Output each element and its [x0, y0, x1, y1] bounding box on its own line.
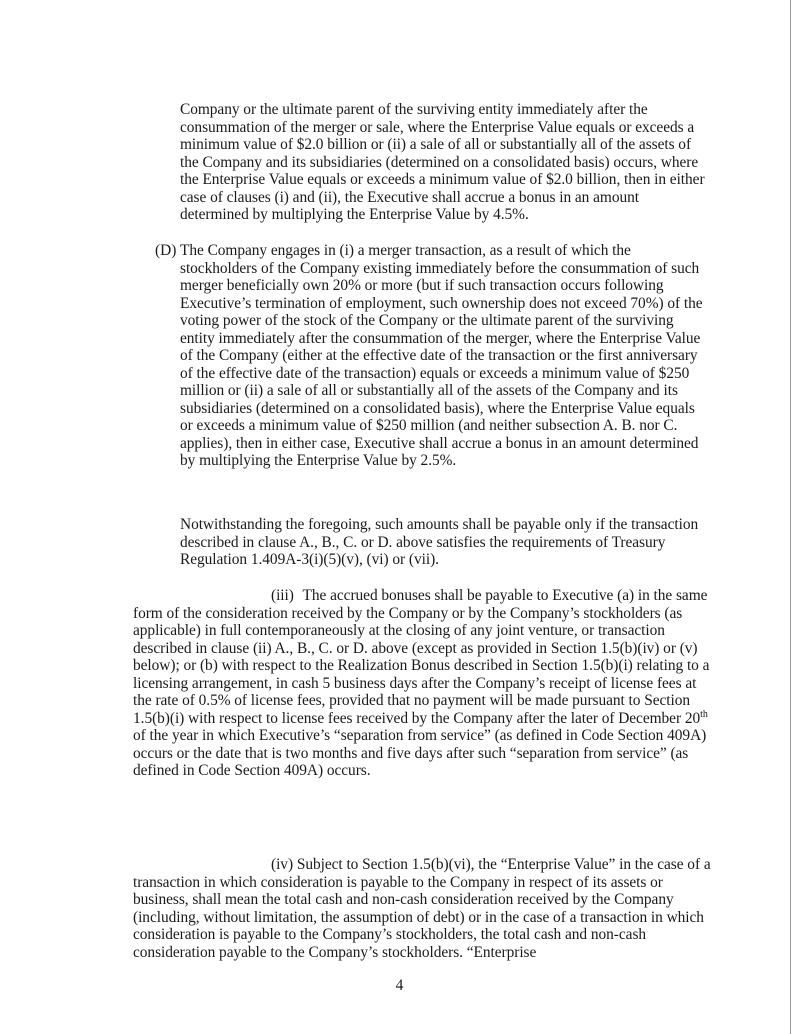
section-iv-paragraph: [133, 856, 713, 961]
clause-d-paragraph: The Company engages in (i) a merger transaction, as a result of which the stockholders of the Company existing immediately before the consummation of such merger beneficially own 20% or more (but if such transaction occurs following Executive’s termination of employment, such ownership does not exceed 70%) of the voting power of the stock of the Company or the ultimate parent of the surviving entity immediately after the consummation of the merger, where the Enterprise Value of the Company (either at the effective date of the transaction or the first anniversary of the effective date of the transaction) equals or exceeds a minimum value of $250 million or (ii) a sale of all or substantially all of the assets of the Company and its subsidiaries (determined on a consolidated basis), where the Enterprise Value equals or exceeds a minimum value of $250 million (and neither subsection A. B. nor C. applies), then in either case, Executive shall accrue a bonus in an amount determined by multiplying the Enterprise Value by 2.5%.: [180, 242, 703, 469]
page-number: 4: [395, 977, 404, 994]
section-iii-text-a: The accrued bonuses shall be payable to Executive (a) in the same form of the consideration received by the Company or by the Company’s stockholders (as applicable) in full contemporaneously at the closing of any joint venture, or transaction described in clause (ii) A., B., C. or D. above (except as provided in Section 1.5(b)(iv) or (v) below); or (b) with respect to the Realization Bonus described in Section 1.5(b)(i) relating to a licensing arrangement, in cash 5 business days after the Company’s receipt of license fees at the rate of 0.5% of license fees, provided that no payment will be made pursuant to Section 1.5(b)(i) with respect to license fees received by the Company after the later of December 20: [133, 587, 710, 727]
section-iii-label: (iii): [271, 587, 294, 604]
notwithstanding-paragraph: Notwithstanding the foregoing, such amounts shall be payable only if the transaction described in clause A., B., C. or D. above satisfies the requirements of Treasury Regulation 1.409A-3(i)(5)(v), (vi) or (vii).: [180, 516, 699, 568]
ordinal-superscript: th: [700, 708, 708, 720]
page-edge-divider: [790, 0, 791, 1034]
section-iii-text-b: of the year in which Executive’s “separation from service” (as defined in Code Section 409A) occurs or the date that is two months and five days after such “separation from service” (as defined in Code Section 409A) occurs.: [133, 727, 707, 779]
continuation-paragraph: Company or the ultimate parent of the surviving entity immediately after the consummation of the merger or sale, where the Enterprise Value equals or exceeds a minimum value of $2.0 billion or (ii) a sale of all or substantially all of the assets of the Company and its subsidiaries (determined on a consolidated basis) occurs, where the Enterprise Value equals or exceeds a minimum value of $2.0 billion, then in either case of clauses (i) and (ii), the Executive shall accrue a bonus in an amount determined by multiplying the Enterprise Value by 4.5%.: [180, 101, 705, 223]
section-iii-paragraph: [133, 587, 713, 780]
clause-d-marker: (D): [155, 242, 177, 259]
section-iv-label: (iv): [271, 856, 294, 873]
section-iv-text: Subject to Section 1.5(b)(vi), the “Enterprise Value” in the case of a transaction in which consideration is payable to the Company in respect of its assets or business, shall mean the total cash and non-cash consideration received by the Company (including, without limitation, the assumption of debt) or in the case of a transaction in which consideration is payable to the Company’s stockholders, the total cash and non-cash consideration payable to the Company’s stockholders. “Enterprise: [133, 856, 711, 961]
